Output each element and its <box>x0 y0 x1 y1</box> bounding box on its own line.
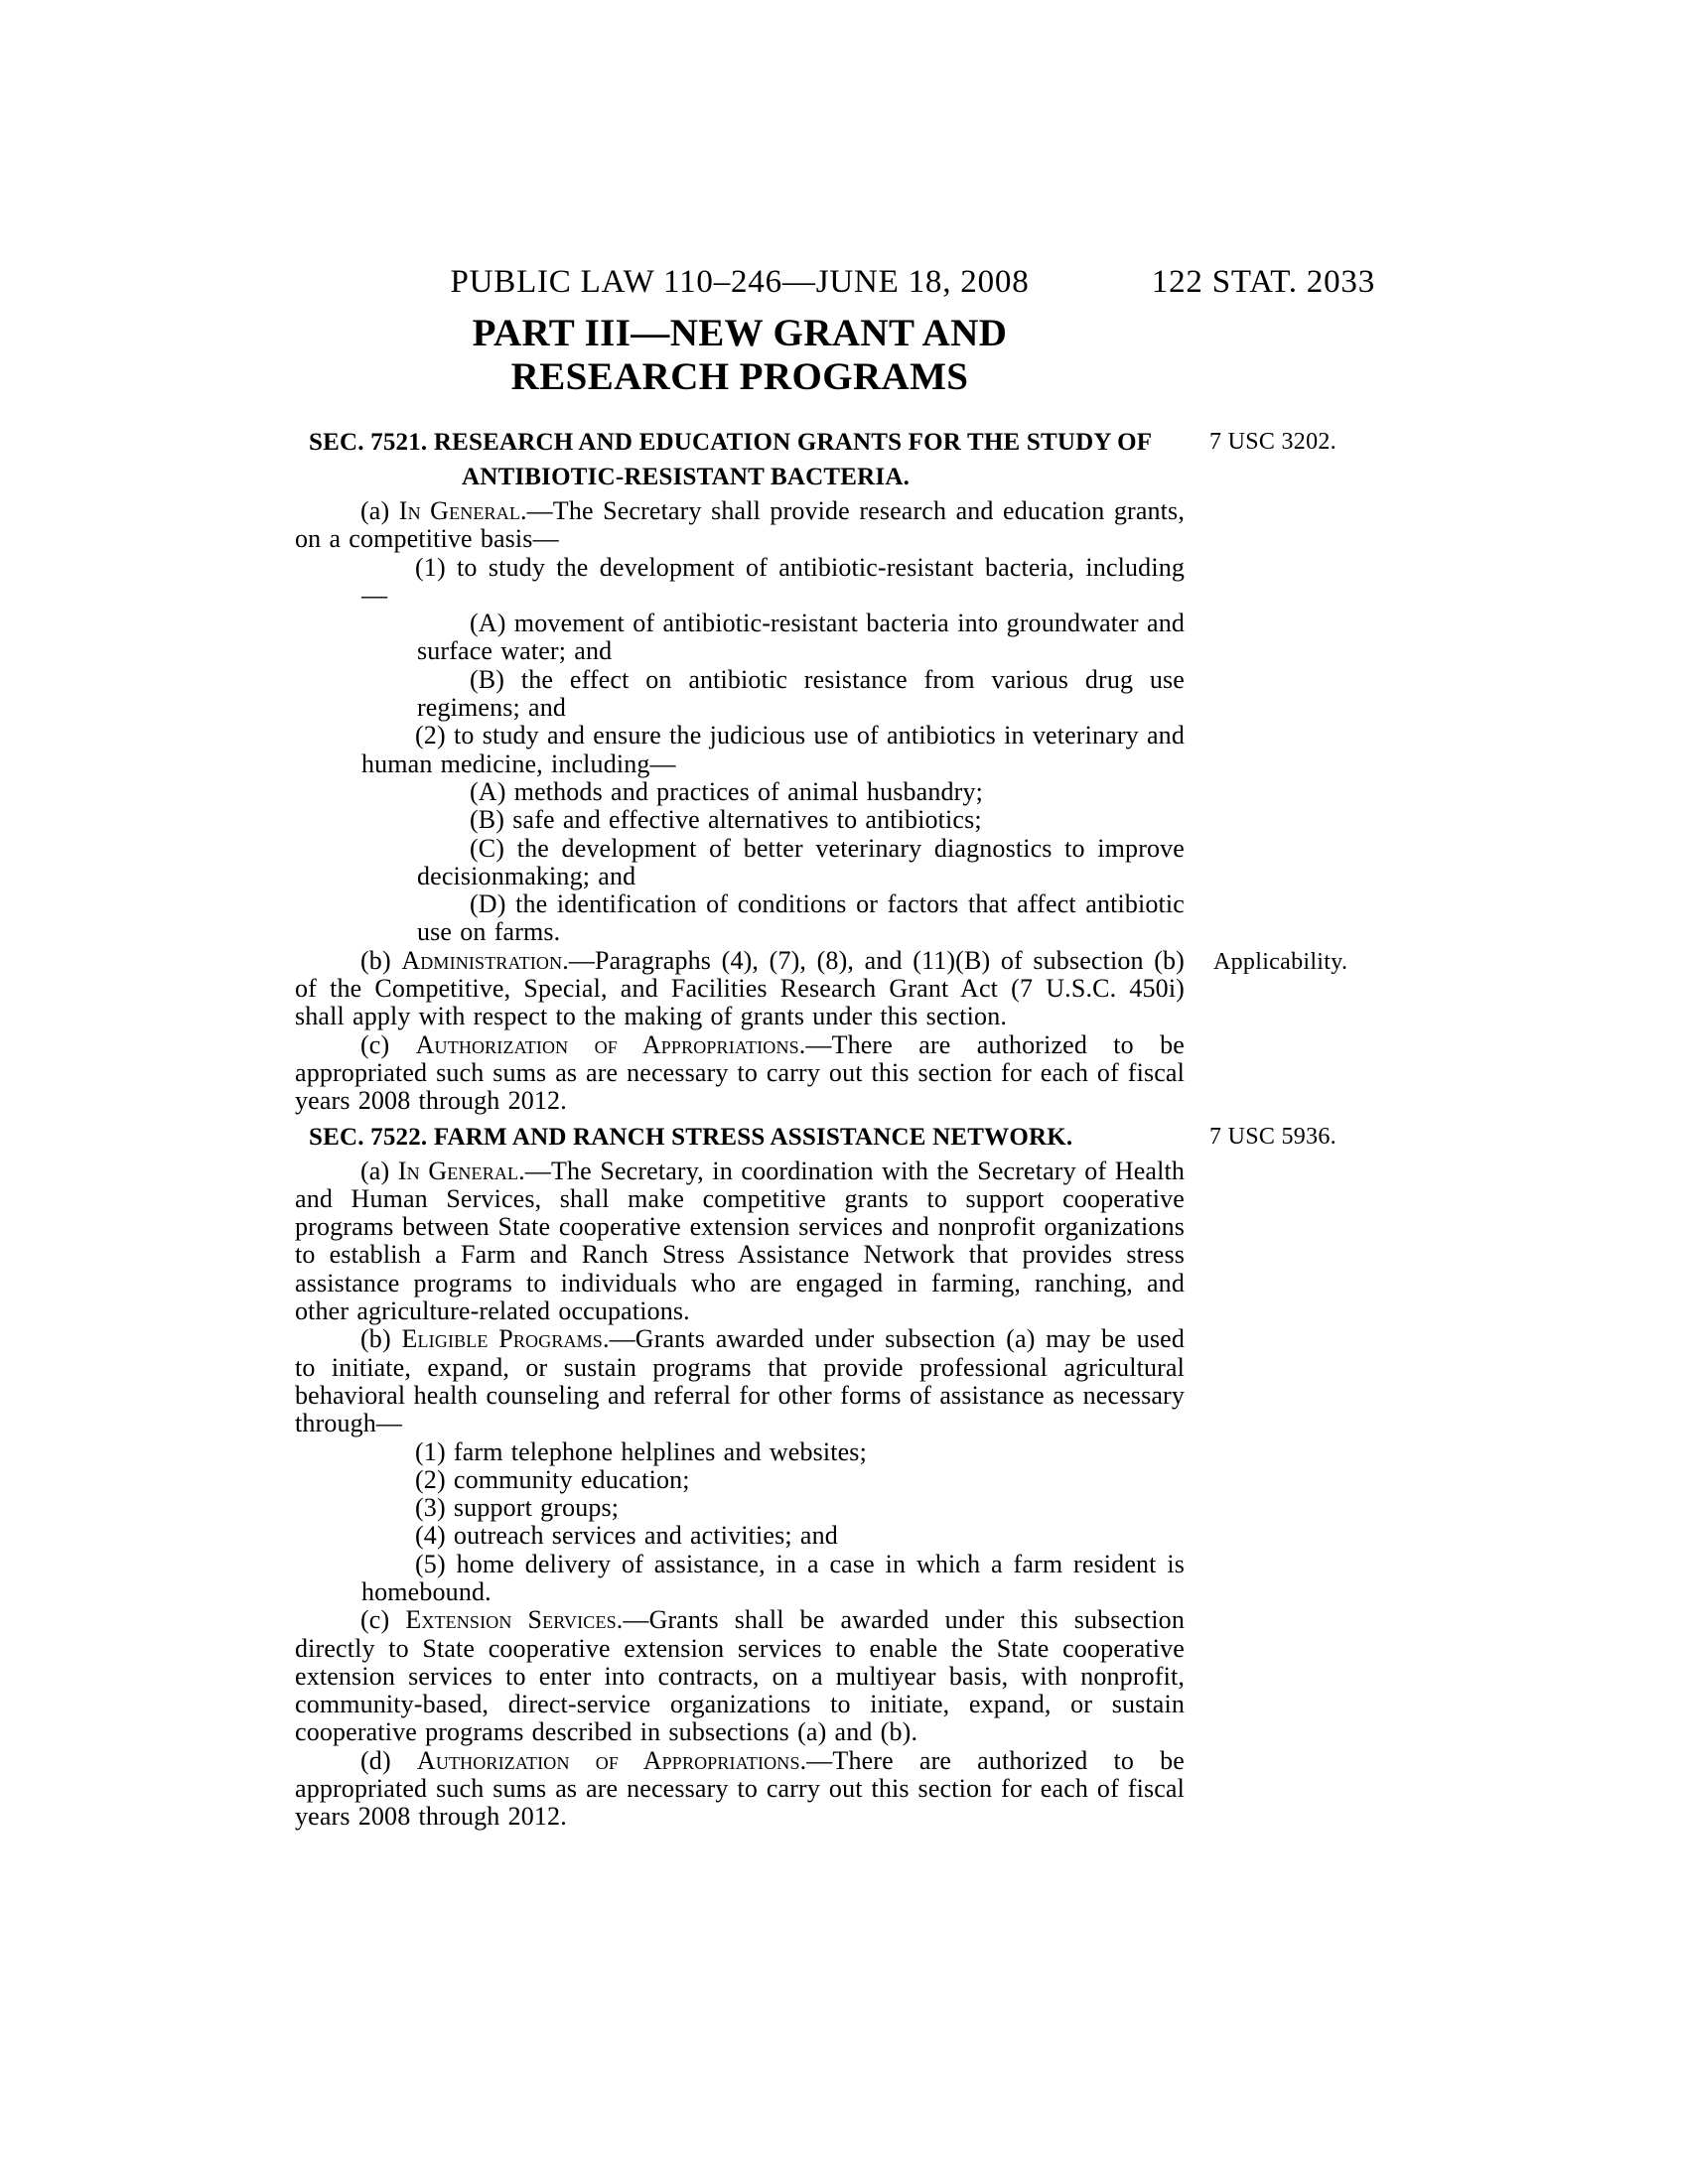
text-run: (c) <box>360 1605 406 1635</box>
text-run: (2) to study and ensure the judicious use of antibiotics in veterinary and human medicine, including— <box>361 721 1185 778</box>
paragraph <box>417 890 1185 947</box>
text-run: (2) community education; <box>415 1464 690 1494</box>
text-run: (3) support groups; <box>415 1493 620 1523</box>
paragraph <box>295 1747 1185 1832</box>
section <box>295 1120 1336 1832</box>
text-run: Authorization of Appropriations <box>415 1029 799 1059</box>
text-run: (A) movement of antibiotic-resistant bacteria into groundwater and surface water; and <box>417 609 1185 666</box>
margin-note: Applicability. <box>1213 948 1348 975</box>
text-run: (C) the development of better veterinary diagnostics to improve decisionmaking; and <box>417 833 1185 890</box>
section-heading <box>309 1120 1336 1155</box>
text-run: (a) <box>360 1156 398 1185</box>
paragraph <box>417 610 1185 666</box>
text-run: (A) methods and practices of animal husbandry; <box>470 776 983 806</box>
paragraph <box>361 1438 1185 1466</box>
text-run: (B) safe and effective alternatives to antibiotics; <box>470 805 982 835</box>
section-heading <box>309 425 1336 494</box>
paragraph <box>295 945 1348 1031</box>
paragraph <box>361 1494 1185 1522</box>
paragraph <box>417 666 1185 723</box>
text-run: (4) outreach services and activities; and <box>415 1521 838 1551</box>
text-run: (D) the identification of conditions or factors that affect antibiotic use on farms. <box>417 889 1185 947</box>
text-run: In General <box>398 496 520 525</box>
text-run: .—There are authorized to be appropriated such sums as are necessary to carry out this section for each of fiscal years 2008 through 2012. <box>295 1029 1185 1116</box>
text-run: .—There are authorized to be appropriated such sums as are necessary to carry out this section for each of fiscal years 2008 through 2012. <box>295 1745 1185 1832</box>
paragraph <box>295 1031 1185 1116</box>
text-run: (B) the effect on antibiotic resistance from various drug use regimens; and <box>417 664 1185 723</box>
text-run: (5) home delivery of assistance, in a case in which a farm resident is homebound. <box>361 1549 1185 1606</box>
part-heading: PART III—NEW GRANT AND RESEARCH PROGRAMS <box>472 312 1008 398</box>
text-run: Authorization of Appropriations <box>416 1745 800 1775</box>
paragraph <box>361 1466 1185 1494</box>
margin-note: 7 USC 5936. <box>1209 1123 1336 1150</box>
paragraph <box>361 1522 1185 1550</box>
text-run: (b) <box>360 1324 402 1354</box>
section-heading-text: SEC. 7521. RESEARCH AND EDUCATION GRANTS FOR THE STUDY OF ANTIBIOTIC-RESISTANT BACTERIA. <box>309 429 1152 490</box>
text-run: Administration <box>401 945 563 975</box>
text-run: (a) <box>360 496 399 525</box>
text-run: .—The Secretary shall provide research and education grants, on a competitive basis— <box>295 496 1185 554</box>
text-run: (d) <box>360 1745 417 1775</box>
paragraph <box>361 554 1185 611</box>
text-run: (1) farm telephone helplines and websites; <box>415 1436 867 1466</box>
paragraph <box>417 835 1185 891</box>
paragraph <box>295 1158 1185 1326</box>
paragraph <box>417 806 1185 834</box>
sections-column <box>295 421 1348 1832</box>
paragraph <box>361 1551 1185 1607</box>
paragraph <box>295 1606 1185 1746</box>
paragraph <box>295 497 1185 554</box>
paragraph <box>295 1325 1185 1437</box>
text-run: In General <box>397 1156 519 1185</box>
paragraph <box>417 778 1185 806</box>
text-run: Extension Services <box>405 1605 617 1635</box>
text-run: .—The Secretary, in coordination with the Secretary of Health and Human Services, shall make competitive grants to support cooperative programs between State cooperative extension services and nonprofit organizations to establish a Farm and Ranch Stress Assistance Network that provides stress assistance programs to individuals who are engaged in farming, ranching, and other agriculture-related occupations. <box>295 1156 1185 1326</box>
text-run: .—Grants shall be awarded under this subsection directly to State cooperative extension services to enable the State cooperative extension services to enter into contracts, on a multiyear basis, with nonprofit, community-based, direct-service organizations to initiate, expand, or sustain cooperative programs described in subsections (a) and (b). <box>295 1605 1185 1747</box>
section <box>295 425 1348 1116</box>
text-run: Eligible Programs <box>401 1324 603 1354</box>
paragraph <box>361 722 1185 778</box>
text-run: .—Grants awarded under subsection (a) may be used to initiate, expand, or sustain programs that provide professional agricultural behavioral health counseling and referral for other forms of assistance as necessary through— <box>295 1324 1185 1438</box>
text-run: (b) <box>360 945 402 975</box>
section-heading-text: SEC. 7522. FARM AND RANCH STRESS ASSISTANCE NETWORK. <box>309 1123 1073 1151</box>
text-run: (1) to study the development of antibiotic-resistant bacteria, including— <box>361 552 1185 610</box>
text-run: .—Paragraphs (4), (7), (8), and (11)(B) of subsection (b) of the Competitive, Special, and Facilities Research Grant Act (7 U.S.C. 450i) shall apply with respect to the making of grants under this section. <box>295 945 1185 1031</box>
margin-note: 7 USC 3202. <box>1209 429 1336 455</box>
running-header-law: PUBLIC LAW 110–246—JUNE 18, 2008 <box>450 264 1030 300</box>
running-header-stat: 122 STAT. 2033 <box>1151 264 1375 300</box>
text-run: (c) <box>360 1029 416 1059</box>
